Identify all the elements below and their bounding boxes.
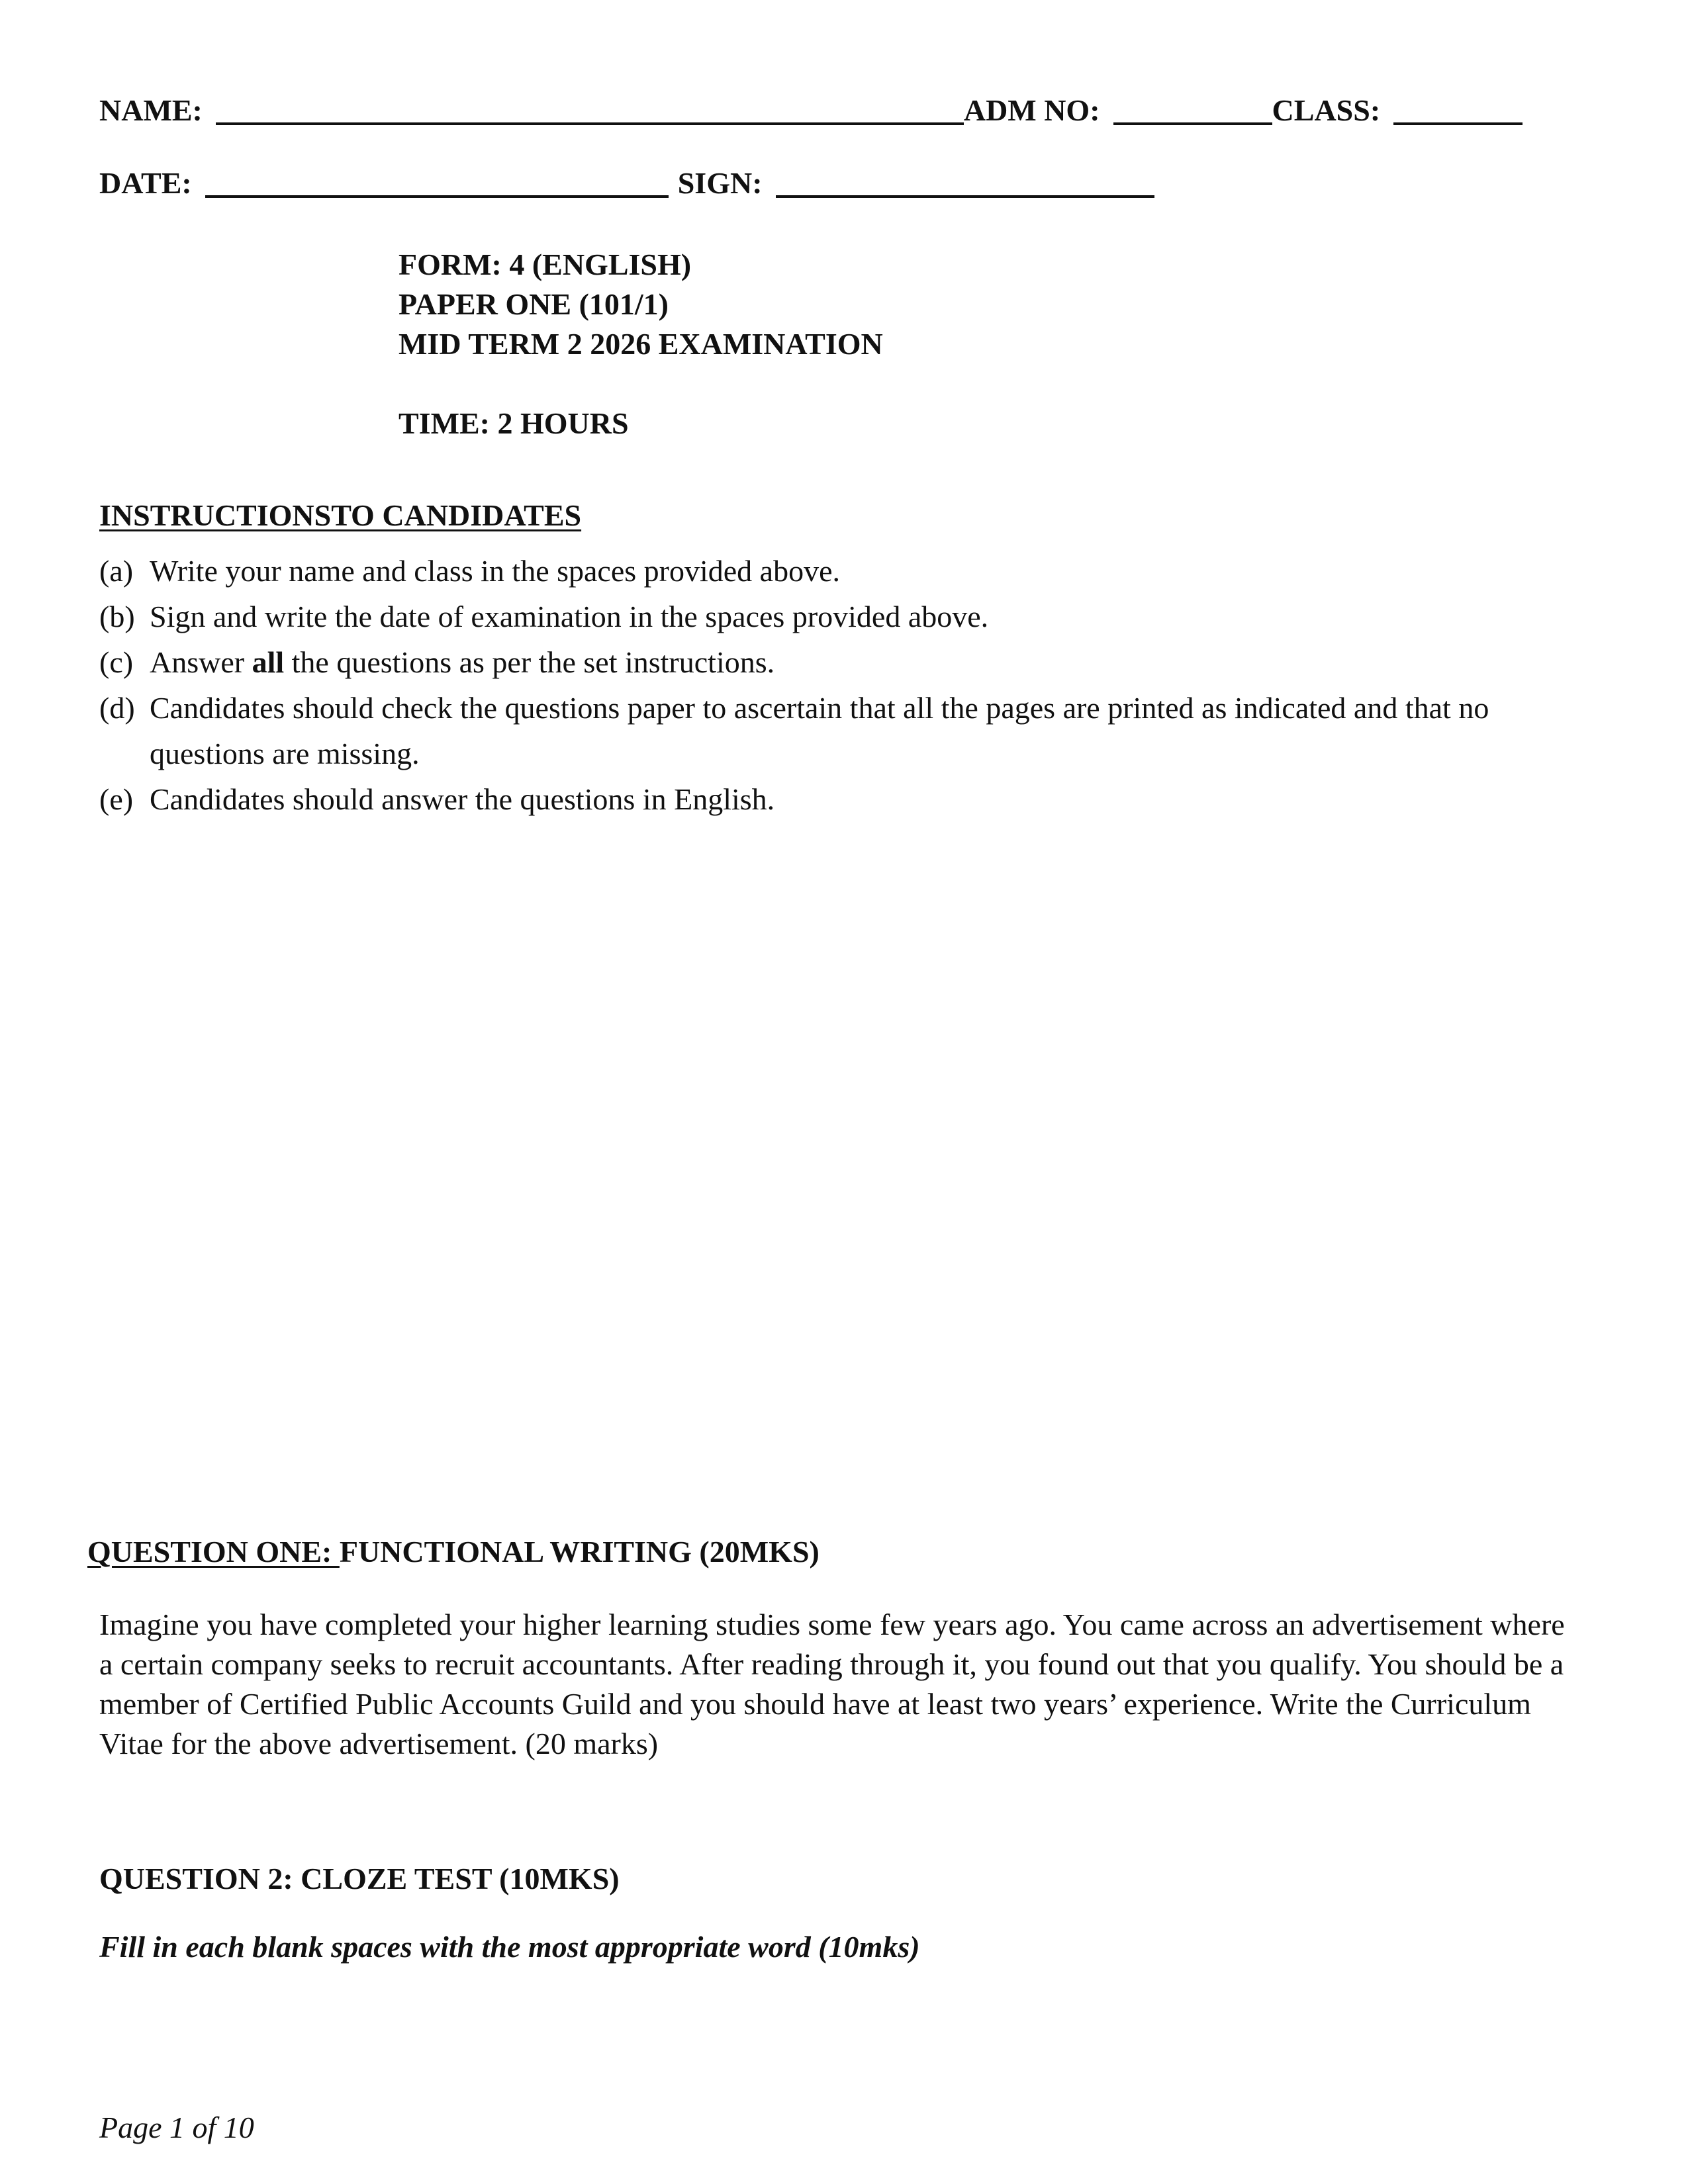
instruction-text-after: the questions as per the set instructions. <box>284 645 775 679</box>
question-two-instruction: Fill in each blank spaces with the most appropriate word (10mks) <box>99 1930 920 1964</box>
class-label: CLASS: <box>1272 93 1381 127</box>
adm-no-field[interactable] <box>1113 97 1272 125</box>
exam-paper: PAPER ONE (101/1) <box>399 287 669 321</box>
instruction-item <box>99 685 1589 776</box>
page-number: Page 1 of 10 <box>99 2111 254 2144</box>
exam-title-block <box>399 245 883 443</box>
question-two-heading: QUESTION 2: CLOZE TEST (10MKS) <box>99 1862 620 1895</box>
question-one-label: QUESTION ONE: <box>87 1535 340 1569</box>
instruction-item <box>99 594 1589 639</box>
adm-no-label: ADM NO: <box>963 93 1100 127</box>
exam-form: FORM: 4 (ENGLISH) <box>399 248 692 281</box>
question-one-title: FUNCTIONAL WRITING (20MKS) <box>339 1535 820 1569</box>
instruction-item <box>99 776 1589 822</box>
instruction-marker: (a) <box>99 554 134 588</box>
date-label: DATE: <box>99 166 192 200</box>
instruction-text <box>150 639 1589 685</box>
instruction-marker: (d) <box>99 691 135 725</box>
exam-time: TIME: 2 HOURS <box>399 406 629 440</box>
instruction-marker: (e) <box>99 782 134 816</box>
instruction-item <box>99 639 1589 685</box>
instruction-marker: (b) <box>99 600 135 633</box>
instructions-heading: INSTRUCTIONSTO CANDIDATES <box>99 498 582 532</box>
instruction-text-bold: all <box>252 645 285 679</box>
sign-field[interactable] <box>776 170 1154 198</box>
class-field[interactable] <box>1393 97 1523 125</box>
instruction-marker: (c) <box>99 645 134 679</box>
instruction-text: Sign and write the date of examination in the spaces provided above. <box>150 600 989 633</box>
instructions-list <box>99 548 1589 822</box>
date-sign-row <box>99 165 1154 201</box>
instruction-text: Write your name and class in the spaces provided above. <box>150 554 841 588</box>
instruction-item <box>99 548 1589 594</box>
instruction-text: Candidates should answer the questions in English. <box>150 782 775 816</box>
name-field[interactable] <box>216 97 964 125</box>
date-field[interactable] <box>205 170 669 198</box>
name-label: NAME: <box>99 93 203 127</box>
name-adm-class-row <box>99 93 1523 128</box>
instruction-text-before: Answer <box>150 645 252 679</box>
question-one-heading <box>87 1534 820 1569</box>
exam-term: MID TERM 2 2026 EXAMINATION <box>399 327 883 361</box>
sign-label: SIGN: <box>677 166 763 200</box>
instruction-text: Candidates should check the questions paper to ascertain that all the pages are printed as indicated and that no questions are missing. <box>150 691 1489 770</box>
question-one-body: Imagine you have completed your higher learning studies some few years ago. You came across an advertisement where a certain company seeks to recruit accountants. After reading through it, you found out that you qualify. You should be a member of Certified Public Accounts Guild and you should have at least two years’ experience. Write the Curriculum Vitae for the above advertisement. (20 marks) <box>99 1608 1565 1760</box>
